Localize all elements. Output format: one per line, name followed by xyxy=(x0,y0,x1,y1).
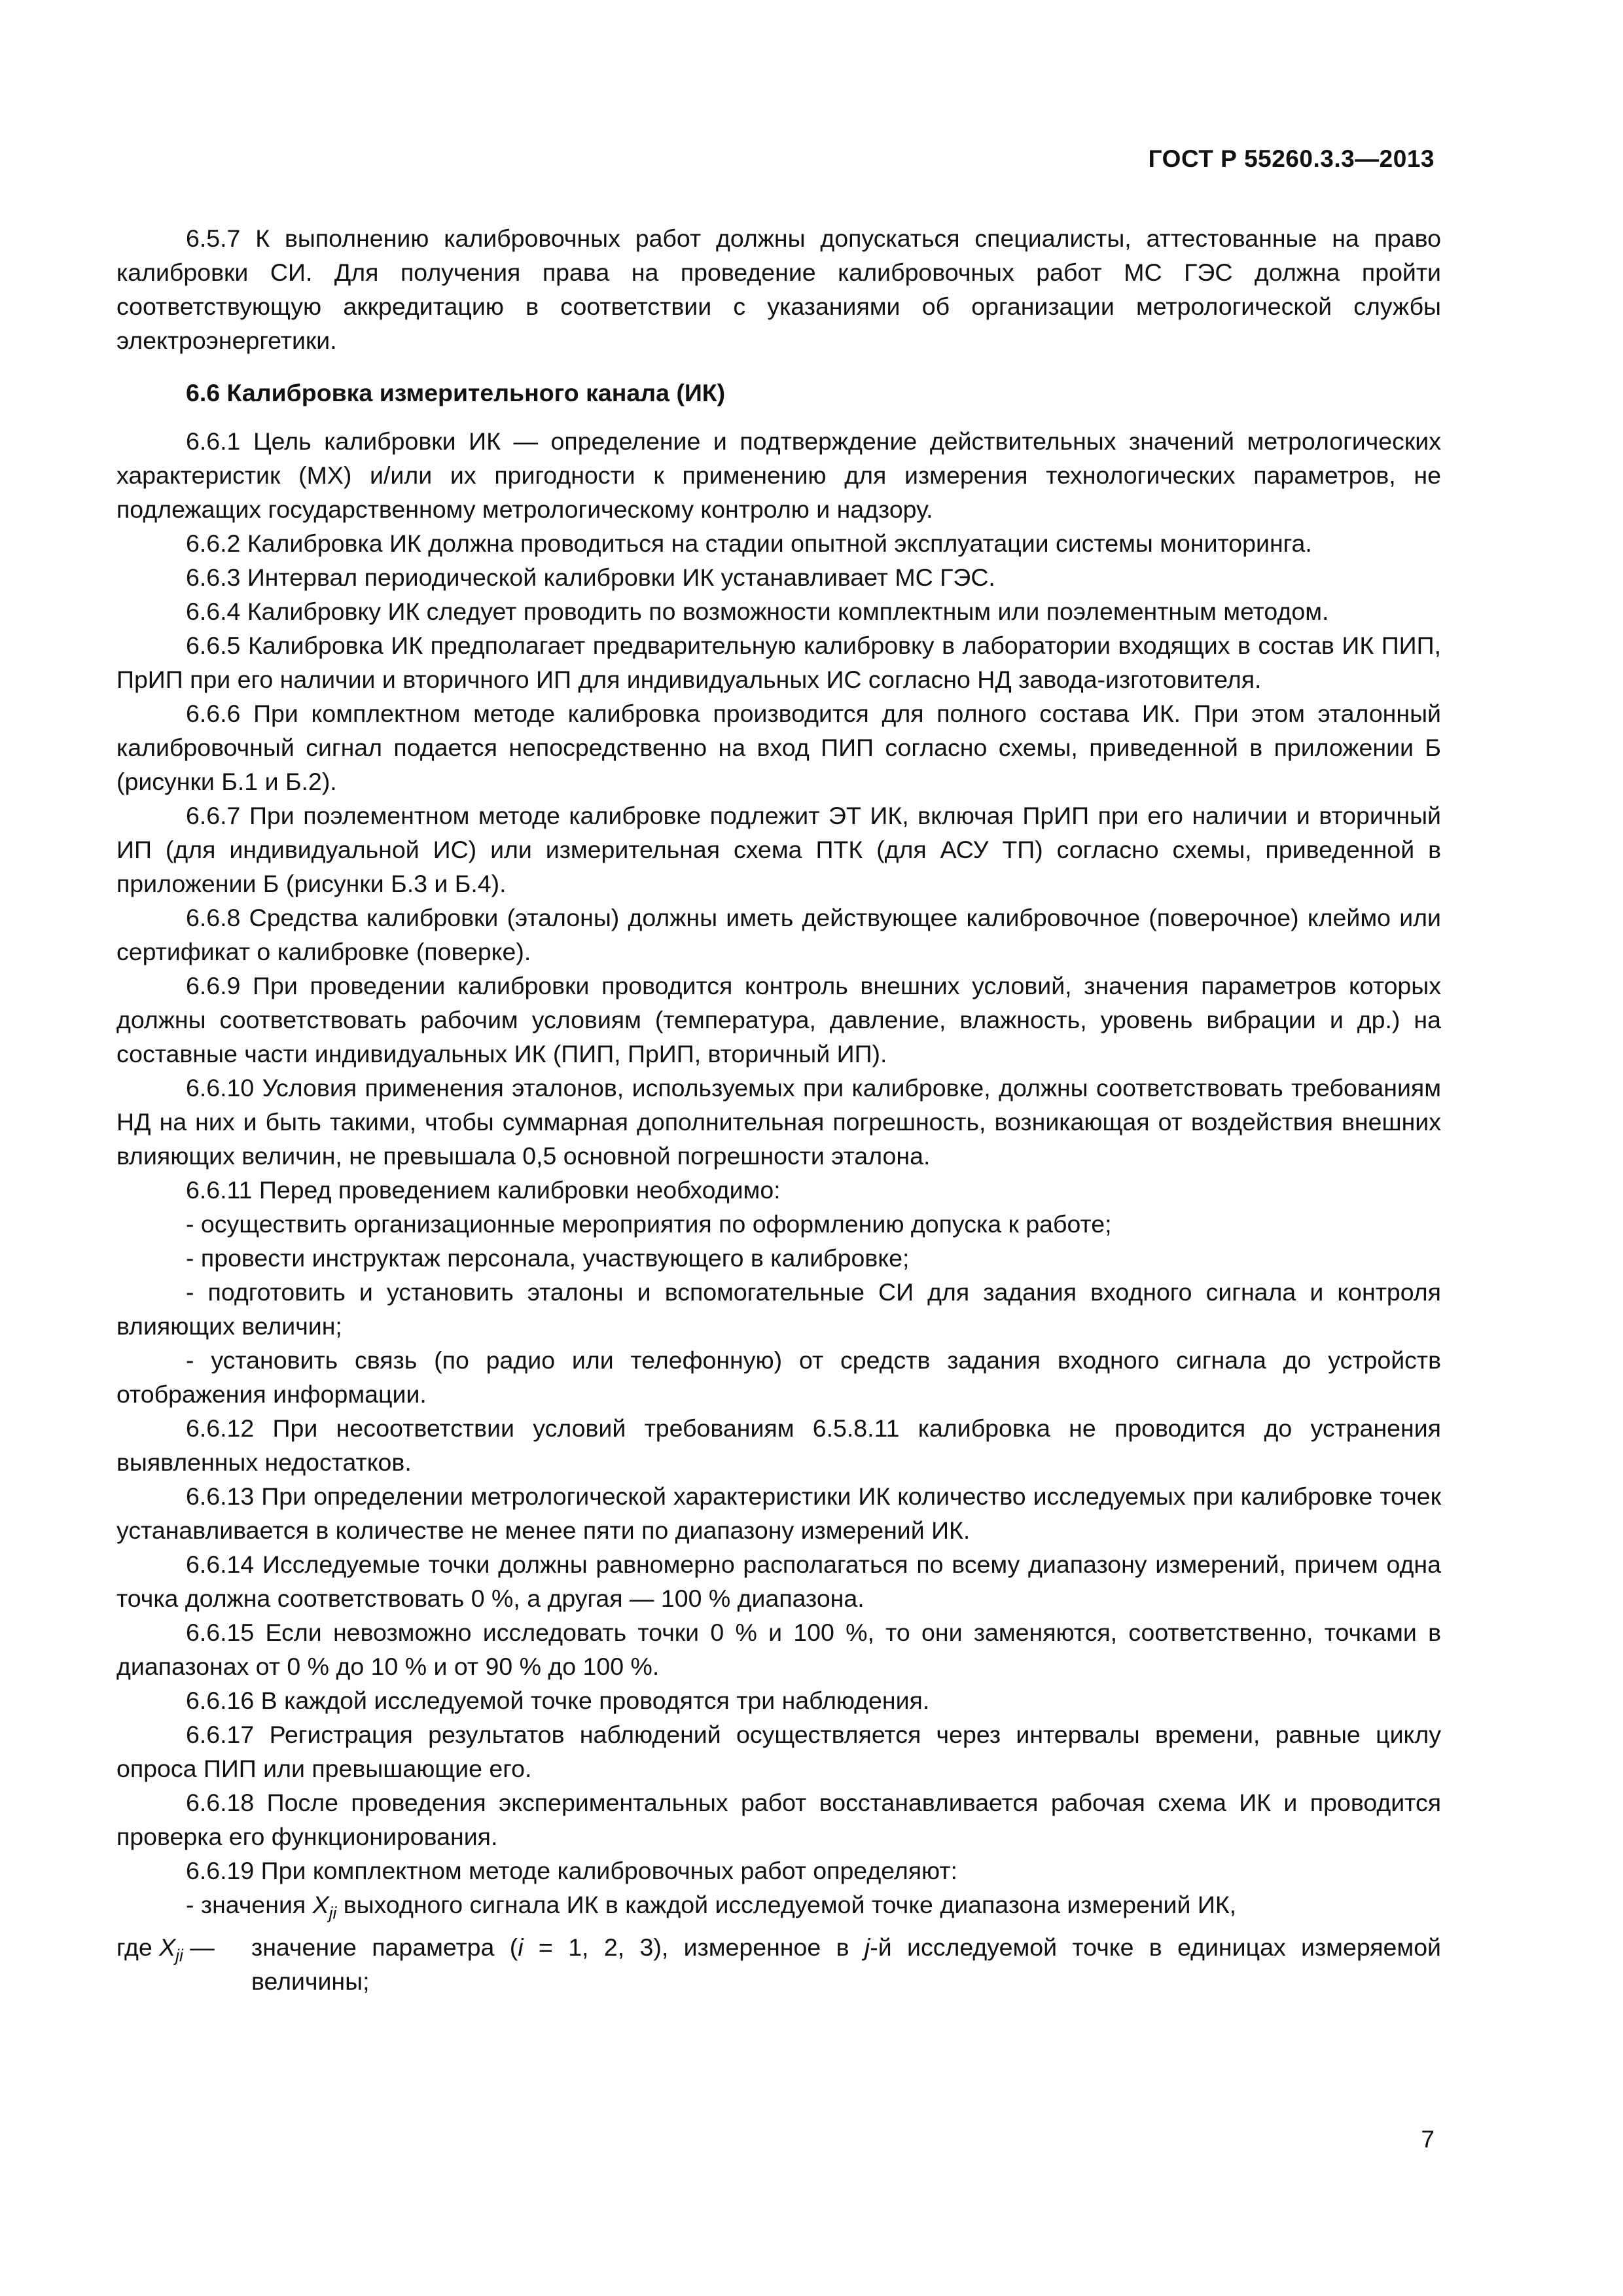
page-number: 7 xyxy=(1421,2126,1435,2153)
paragraph-6-6-2: 6.6.2 Калибровка ИК должна проводиться на стадии опытной эксплуатации системы мониторинга. xyxy=(186,529,1312,557)
variable-definition xyxy=(116,1930,1441,1998)
values-line xyxy=(116,1888,1441,1930)
paragraph-6-6-17: 6.6.17 Регистрация результатов наблюдений осуществляется через интервалы времени, равные циклу опроса ПИП или превышающие его. xyxy=(116,1721,1441,1782)
values-prefix: - значения xyxy=(186,1891,313,1918)
paragraph-6-6-4: 6.6.4 Калибровку ИК следует проводить по возможности комплектным или поэлементным методом. xyxy=(186,598,1329,625)
paragraph-6-6-18: 6.6.18 После проведения экспериментальных работ восстанавливается рабочая схема ИК и проводится проверка его функционирования. xyxy=(116,1789,1441,1850)
paragraph-6-6-6: 6.6.6 При комплектном методе калибровка производится для полного состава ИК. При этом эталонный калибровочный сигнал подается непосредственно на вход ПИП согласно схемы, приведенной в приложении Б (рисунки Б.1 и Б.2). xyxy=(116,700,1441,795)
definition-text: значение параметра (i = 1, 2, 3), измеренное в j-й исследуемой точке в единицах измеряемой величины; xyxy=(251,1933,1441,1995)
paragraph-6-6-8: 6.6.8 Средства калибровки (эталоны) должны иметь действующее калибровочное (поверочное) клеймо или сертификат о калибровке (поверке). xyxy=(116,904,1441,965)
paragraph-6-6-12: 6.6.12 При несоответствии условий требованиям 6.5.8.11 калибровка не проводится до устранения выявленных недостатков. xyxy=(116,1414,1441,1476)
paragraph-6-6-11: 6.6.11 Перед проведением калибровки необходимо: xyxy=(186,1176,781,1204)
paragraph-6-6-14: 6.6.14 Исследуемые точки должны равномерно располагаться по всему диапазону измерений, причем одна точка должна соответствовать 0 %, а другая — 100 % диапазона. xyxy=(116,1551,1441,1612)
list-item: - провести инструктаж персонала, участвующего в калибровке; xyxy=(186,1244,910,1272)
variable-x-ji: $X_{ji}$ xyxy=(159,1933,183,1965)
paragraph-6-6-10: 6.6.10 Условия применения эталонов, используемых при калибровке, должны соответствовать требованиям НД на них и быть такими, чтобы суммарная дополнительная погрешность, возникающая от воздействия внешних влияющих величин, не превышала 0,5 основной погрешности эталона. xyxy=(116,1074,1441,1170)
paragraph-6-6-1: 6.6.1 Цель калибровки ИК — определение и подтверждение действительных значений метрологических характеристик (МХ) и/или их пригодности к применению для измерения технологических параметров, не подлежащих государственному метрологическому контролю и надзору. xyxy=(116,427,1441,523)
section-heading: 6.6 Калибровка измерительного канала (ИК) xyxy=(186,379,726,406)
paragraph-6-5-7: 6.5.7 К выполнению калибровочных работ должны допускаться специалисты, аттестованные на право калибровки СИ. Для получения права на проведение калибровочных работ МС ГЭС должна пройти соответствующую аккредитацию в соответствии с указаниями об организации метрологической службы электроэнергетики. xyxy=(116,224,1441,354)
paragraph-6-6-13: 6.6.13 При определении метрологической характеристики ИК количество исследуемых при калибровке точек устанавливается в количестве не менее пяти по диапазону измерений ИК. xyxy=(116,1482,1441,1544)
paragraph-6-6-15: 6.6.15 Если невозможно исследовать точки 0 % и 100 %, то они заменяются, соответственно, точками в диапазонах от 0 % до 10 % и от 90 % до 100 %. xyxy=(116,1619,1441,1680)
paragraph-6-6-7: 6.6.7 При поэлементном методе калибровке подлежит ЭТ ИК, включая ПрИП при его наличии и вторичный ИП (для индивидуальной ИС) или измерительная схема ПТК (для АСУ ТП) согласно схемы, приведенной в приложении Б (рисунки Б.3 и Б.4). xyxy=(116,802,1441,897)
paragraph-6-6-5: 6.6.5 Калибровка ИК предполагает предварительную калибровку в лаборатории входящих в состав ИК ПИП, ПрИП при его наличии и вторичного ИП для индивидуальных ИС согласно НД завода-изготовителя. xyxy=(116,632,1441,693)
list-item: - установить связь (по радио или телефонную) от средств задания входного сигнала до устройств отображения информации. xyxy=(116,1346,1441,1408)
list-item: - осуществить организационные мероприятия по оформлению допуска к работе; xyxy=(186,1210,1112,1238)
document-header: ГОСТ Р 55260.3.3—2013 xyxy=(1148,145,1435,172)
list-item: - подготовить и установить эталоны и вспомогательные СИ для задания входного сигнала и контроля влияющих величин; xyxy=(116,1278,1441,1340)
paragraph-6-6-16: 6.6.16 В каждой исследуемой точке проводятся три наблюдения. xyxy=(186,1687,930,1714)
paragraph-6-6-19: 6.6.19 При комплектном методе калибровочных работ определяют: xyxy=(186,1857,957,1884)
paragraph-6-6-9: 6.6.9 При проведении калибровки проводится контроль внешних условий, значения параметров которых должны соответствовать рабочим условиям (температура, давление, влажность, уровень вибрации и др.) на составные части индивидуальных ИК (ПИП, ПрИП, вторичный ИП). xyxy=(116,972,1441,1067)
definition-term: где $X_{ji}$ — xyxy=(116,1933,215,1965)
page-content xyxy=(116,221,1441,1998)
paragraph-6-6-3: 6.6.3 Интервал периодической калибровки ИК устанавливает МС ГЭС. xyxy=(186,564,995,591)
variable-x-ji: $X_{ji}$ xyxy=(312,1891,337,1923)
values-suffix: выходного сигнала ИК в каждой исследуемой точке диапазона измерений ИК, xyxy=(336,1891,1237,1918)
